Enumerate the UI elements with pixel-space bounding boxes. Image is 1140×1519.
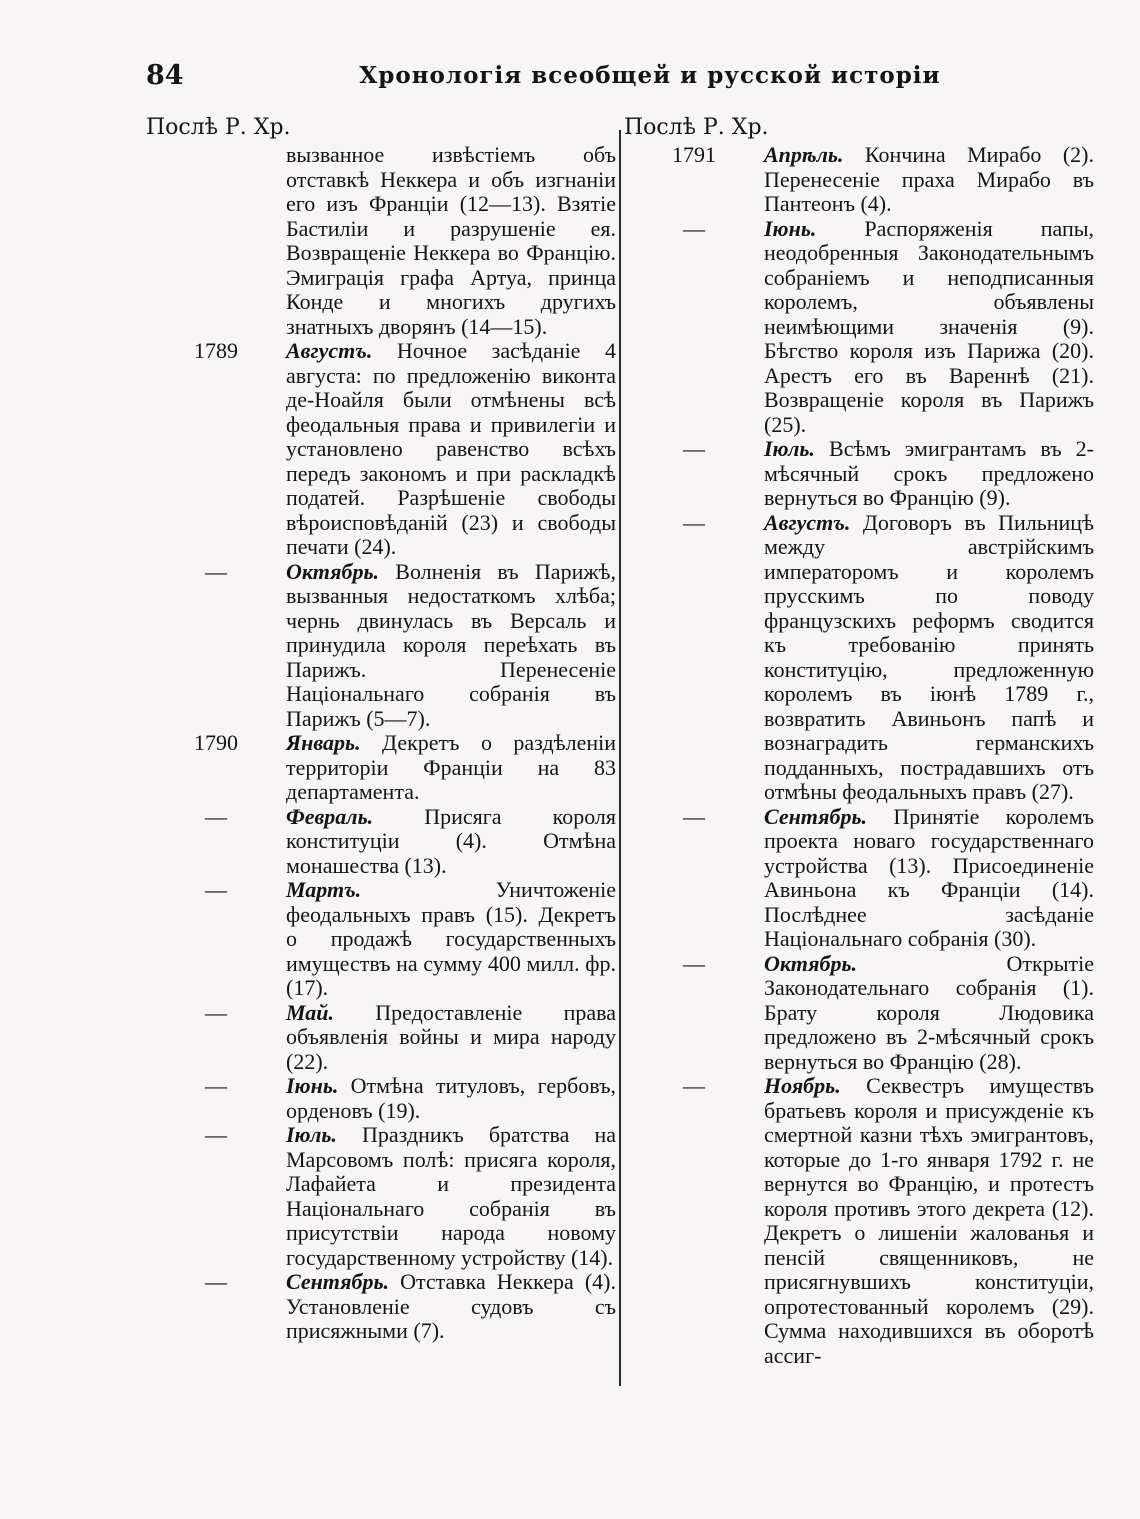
era-label: Послѣ Р. Хр. <box>624 115 769 140</box>
entry-year: — <box>205 1073 227 1098</box>
entry-month: Іюнь. <box>286 1073 339 1098</box>
chronology-entry <box>624 437 1094 511</box>
entry-text: Распоряженія папы, неодобренныя Законодательнымъ собраніемъ и неподписанныя королемъ, объявлены неимѣющими значенія (9). Бѣгство короля изъ Парижа (20). Арестъ его въ Вареннѣ (21). Возвращеніе короля въ Парижъ (25). <box>764 215 1094 437</box>
entry-body <box>764 217 1094 438</box>
entry-year: — <box>205 999 227 1025</box>
chronology-entry <box>146 878 616 1001</box>
entry-text: Отмѣна титуловъ, гербовъ, орденовъ (19). <box>286 1073 616 1123</box>
chronology-entry <box>624 143 1094 217</box>
entry-body <box>286 731 616 805</box>
entry-month: Іюль. <box>764 436 815 461</box>
entry-text: Всѣмъ эмигрантамъ въ 2-мѣсячный срокъ предложено вернуться во Францію (9). <box>764 436 1094 510</box>
left-entries <box>146 143 616 1344</box>
entry-text: Присяга короля конституціи (4). Отмѣна монашества (13). <box>286 803 617 878</box>
right-column <box>624 113 1094 1393</box>
entry-body <box>764 1074 1094 1368</box>
entry-year: — <box>683 215 705 241</box>
entry-year: — <box>683 950 705 976</box>
entry-body <box>286 143 616 339</box>
entry-body <box>764 437 1094 511</box>
entry-month: Сентябрь. <box>764 803 868 829</box>
chronology-entry <box>146 1001 616 1075</box>
chronology-entry <box>146 339 616 560</box>
entry-month: Ноябрь. <box>764 1073 841 1098</box>
entry-month: Іюнь. <box>764 215 817 241</box>
chronology-entry <box>146 560 616 732</box>
entry-body <box>286 1123 616 1270</box>
entry-body <box>286 805 616 879</box>
entry-month: Мартъ. <box>286 877 362 902</box>
entry-month: Апрѣль. <box>764 142 844 167</box>
chronology-entry <box>146 1270 616 1344</box>
entry-month: Октябрь. <box>764 950 857 976</box>
entry-body <box>286 878 616 1001</box>
entry-text: Волненія въ Парижѣ, вызванныя недостаткомъ хлѣба; чернь двинулась въ Версаль и принудила короля переѣхать въ Парижъ. Перенесеніе Національнаго собранія въ Парижъ (5—7). <box>286 558 616 731</box>
entry-year: — <box>205 803 227 829</box>
entry-year: 1791 <box>672 142 716 167</box>
chronology-entry <box>146 143 616 339</box>
entry-year: — <box>683 803 705 829</box>
page-header <box>0 52 1140 100</box>
entry-body <box>286 1074 616 1123</box>
entry-text: Отставка Неккера (4). Установленіе судовъ съ присяжными (7). <box>286 1269 616 1343</box>
chronology-entry <box>146 731 616 805</box>
chronology-entry <box>146 1074 616 1123</box>
entry-body <box>764 511 1094 805</box>
entry-year: — <box>683 509 705 535</box>
entry-text: Принятіе королемъ проекта новаго государственнаго устройства (13). Присоединеніе Авиньона къ Франціи (14). Послѣднее засѣданіе Національнаго собранія (30). <box>764 803 1094 951</box>
entry-text: вызванное извѣстіемъ объ отставкѣ Неккера и объ изгнаніи его изъ Франціи (12—13). Взятіе Бастиліи и разрушеніе ея. Возвращеніе Неккера во Францію. Эмиграція графа Артуа, принца Конде и многихъ другихъ знатныхъ дворянъ (14—15). <box>286 142 616 339</box>
entry-text: Декретъ о раздѣленіи территоріи Франціи на 83 департамента. <box>286 730 616 804</box>
era-label: Послѣ Р. Хр. <box>146 115 291 140</box>
entry-month: Августъ. <box>286 338 373 363</box>
entry-month: Январь. <box>286 730 361 755</box>
entry-text: Открытіе Законодательнаго собранія (1). Брату короля Людовика предложено въ 2-мѣсячный срокъ вернуться во Францію (28). <box>764 950 1094 1074</box>
entry-text: Кончина Мирабо (2). Перенесеніе праха Мирабо въ Пантеонъ (4). <box>764 142 1094 216</box>
entry-body <box>286 1270 616 1344</box>
entry-year: — <box>683 436 705 461</box>
entry-month: Октябрь. <box>286 558 379 584</box>
entry-month: Май. <box>286 999 334 1025</box>
entry-body <box>764 805 1094 952</box>
entry-year: — <box>205 1269 227 1294</box>
entry-body <box>764 952 1094 1075</box>
entry-body <box>764 143 1094 217</box>
entry-text: Секвестръ имуществъ братьевъ короля и присужденіе къ смертной казни тѣхъ эмигрантовъ, которые до 1-го января 1792 г. не вернутся во Францію, и протестъ короля противъ этого декрета (12). Декретъ о лишеніи жалованья и пенсій священниковъ, не присягнувшихъ конституціи, опротестованный королемъ (29). Сумма находившихся въ оборотѣ ассиг- <box>764 1073 1094 1368</box>
entry-month: Іюль. <box>286 1122 337 1147</box>
entry-body <box>286 339 616 560</box>
column-divider <box>619 130 621 1386</box>
entry-year: — <box>205 558 227 584</box>
entry-year: — <box>205 1122 227 1147</box>
entry-month: Августъ. <box>764 509 851 535</box>
entry-year: 1790 <box>194 730 238 755</box>
entry-text: Праздникъ братства на Марсовомъ полѣ: присяга короля, Лафайета и президента Національнаго собранія въ присутствіи народа новому государственному устройству (14). <box>286 1122 616 1270</box>
chronology-entry <box>624 217 1094 438</box>
entry-body <box>286 1001 616 1075</box>
entry-text: Договоръ въ Пильницѣ между австрійскимъ императоромъ и королемъ прусскимъ по поводу французскихъ реформъ сводится къ требованію принять конституцію, предложенную королемъ въ іюнѣ 1789 г., возвратить Авиньонъ папѣ и вознаградить германскихъ подданныхъ, пострадавшихъ отъ отмѣны феодальныхъ правъ (27). <box>764 509 1095 804</box>
chronology-entry <box>146 1123 616 1270</box>
chronology-entry <box>624 511 1094 805</box>
entry-year: — <box>205 877 227 902</box>
entry-month: Сентябрь. <box>286 1269 390 1294</box>
page-number: 84 <box>146 60 184 91</box>
entry-text: Ночное засѣданіе 4 августа: по предложенію виконта де-Ноайля были отмѣнены всѣ феодальныя права и привилегіи и установлено равенство всѣхъ передъ закономъ и при раскладкѣ податей. Разрѣшеніе свободы вѣроисповѣданій (23) и свободы печати (24). <box>286 338 616 559</box>
right-entries <box>624 143 1094 1368</box>
entry-text: Предоставленіе права объявленія войны и мира народу (22). <box>286 999 616 1074</box>
running-title: Хронологія всеобщей и русской исторіи <box>359 62 941 89</box>
entry-year: 1789 <box>194 338 238 363</box>
left-column <box>146 113 616 1393</box>
entry-body <box>286 560 616 732</box>
entry-year: — <box>683 1073 705 1098</box>
chronology-entry <box>624 1074 1094 1368</box>
entry-month: Февраль. <box>286 803 374 829</box>
chronology-entry <box>146 805 616 879</box>
entry-text: Уничтоженіе феодальныхъ правъ (15). Декретъ о продажѣ государственныхъ имуществъ на сумму 400 милл. фр. (17). <box>286 877 616 1000</box>
chronology-entry <box>624 805 1094 952</box>
chronology-entry <box>624 952 1094 1075</box>
